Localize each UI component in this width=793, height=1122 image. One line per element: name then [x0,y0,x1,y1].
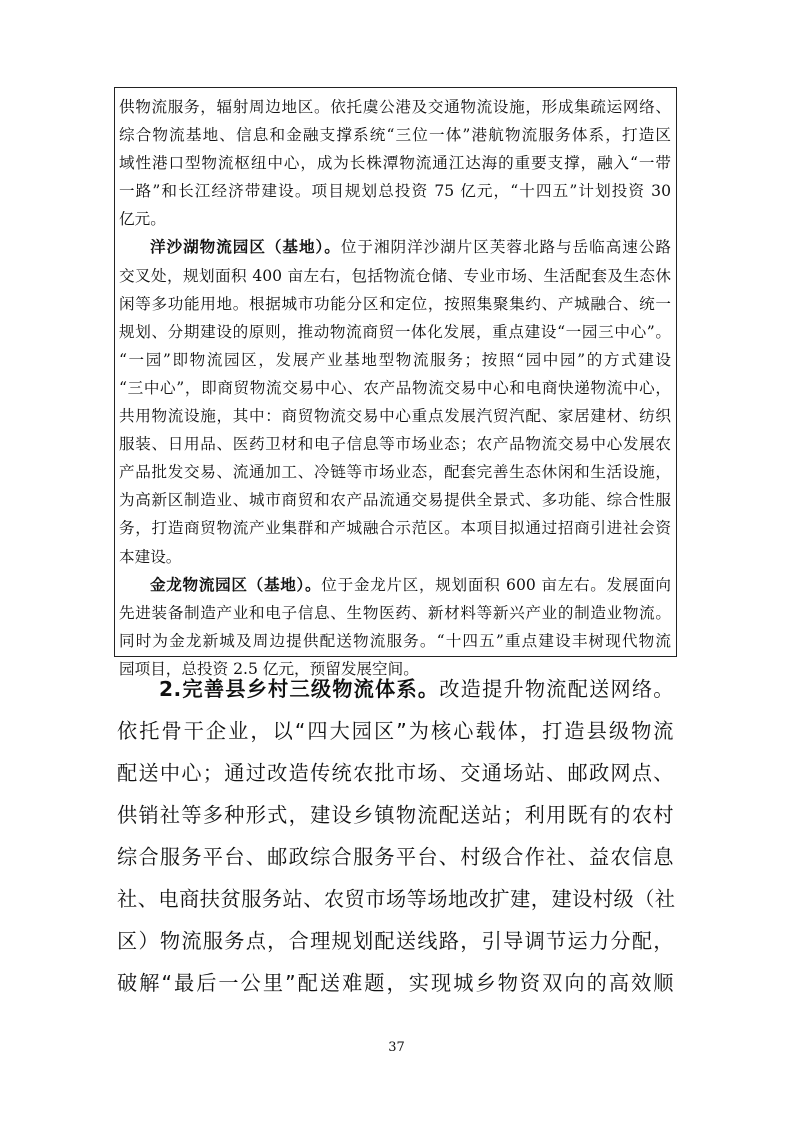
text-line: 先进装备制造产业和电子信息、生物医药、新材料等新兴产业的制造业物流。 [119,603,671,622]
text-line: 一路”和长江经济带建设。项目规划总投资 75 亿元，“十四五”计划投资 30 [119,182,671,201]
text-run: 位于湘阴洋沙湖片区芙蓉北路与岳临高速公路 [340,238,671,257]
text-line: 共用物流设施，其中：商贸物流交易中心重点发展汽贸汽配、家居建材、纺织 [119,407,671,426]
text-line: 规划、分期建设的原则，推动物流商贸一体化发展，重点建设“一园三中心”。 [119,322,671,341]
paragraph-first-line [117,668,674,710]
text-line: 破解“最后一公里”配送难题，实现城乡物资双向的高效顺 [117,971,674,995]
text-line: 产品批发交易、流通加工、冷链等市场业态，配套完善生态休闲和生活设施， [119,463,671,482]
main-body-text [117,668,674,1004]
text-line: 务，打造商贸物流产业集群和产城融合示范区。本项目拟通过招商引进社会资 [119,519,671,538]
text-run: 改造提升物流配送网络。 [439,677,674,701]
section-heading-jinlong: 金龙物流园区（基地）。 [150,574,322,594]
text-line: 综合物流基地、信息和金融支撑系统“三位一体”港航物流服务体系，打造区 [119,126,671,145]
project-descriptions [119,93,671,683]
text-line: 域性港口型物流枢纽中心，成为长株潭物流通江达海的重要支撑，融入“一带 [119,154,671,173]
text-line: 为高新区制造业、城市商贸和农产品流通交易提供全景式、多功能、综合性服 [119,491,671,510]
text-line: “一园”即物流园区，发展产业基地型物流服务；按照“园中园”的方式建设 [119,350,671,369]
text-line: 区）物流服务点，合理规划配送线路，引导调节运力分配， [117,929,674,953]
paragraph-first-line [119,571,671,599]
text-line: 供物流服务，辐射周边地区。依托虞公港及交通物流设施，形成集疏运网络、 [119,98,671,116]
text-line: 供销社等多种形式，建设乡镇物流配送站；利用既有的农村 [117,803,674,827]
text-run: 位于金龙片区，规划面积 600 亩左右。发展面向 [321,575,671,594]
text-line: 社、电商扶贫服务站、农贸市场等场地改扩建，建设村级（社 [117,887,676,911]
page-number: 37 [388,1040,405,1055]
text-line: 闲等多功能用地。根据城市功能分区和定位，按照集聚集约、产城融合、统一 [119,294,671,313]
text-line: 本建设。 [119,547,182,566]
text-line: 综合服务平台、邮政综合服务平台、村级合作社、益农信息 [117,845,674,869]
paragraph-first-line [119,233,671,261]
section-heading-county-rural: 2.完善县乡村三级物流体系。 [159,677,440,701]
text-line: 亿元。 [119,210,166,229]
text-line: 配送中心；通过改造传统农批市场、交通场站、邮政网点、 [117,761,674,785]
text-line: 园项目，总投资 2.5 亿元，预留发展空间。 [119,659,419,678]
text-line: 依托骨干企业，以“四大园区”为核心载体，打造县级物流 [117,719,674,743]
text-line: 交叉处，规划面积 400 亩左右，包括物流仓储、专业市场、生活配套及生态休 [119,266,671,285]
text-line: “三中心”，即商贸物流交易中心、农产品物流交易中心和电商快递物流中心， [119,378,671,397]
text-line: 服装、日用品、医药卫材和电子信息等市场业态；农产品物流交易中心发展农 [119,435,671,454]
section-heading-yangshahu: 洋沙湖物流园区（基地）。 [150,237,341,257]
text-line: 同时为金龙新城及周边提供配送物流服务。“十四五”重点建设丰树现代物流 [119,631,671,650]
